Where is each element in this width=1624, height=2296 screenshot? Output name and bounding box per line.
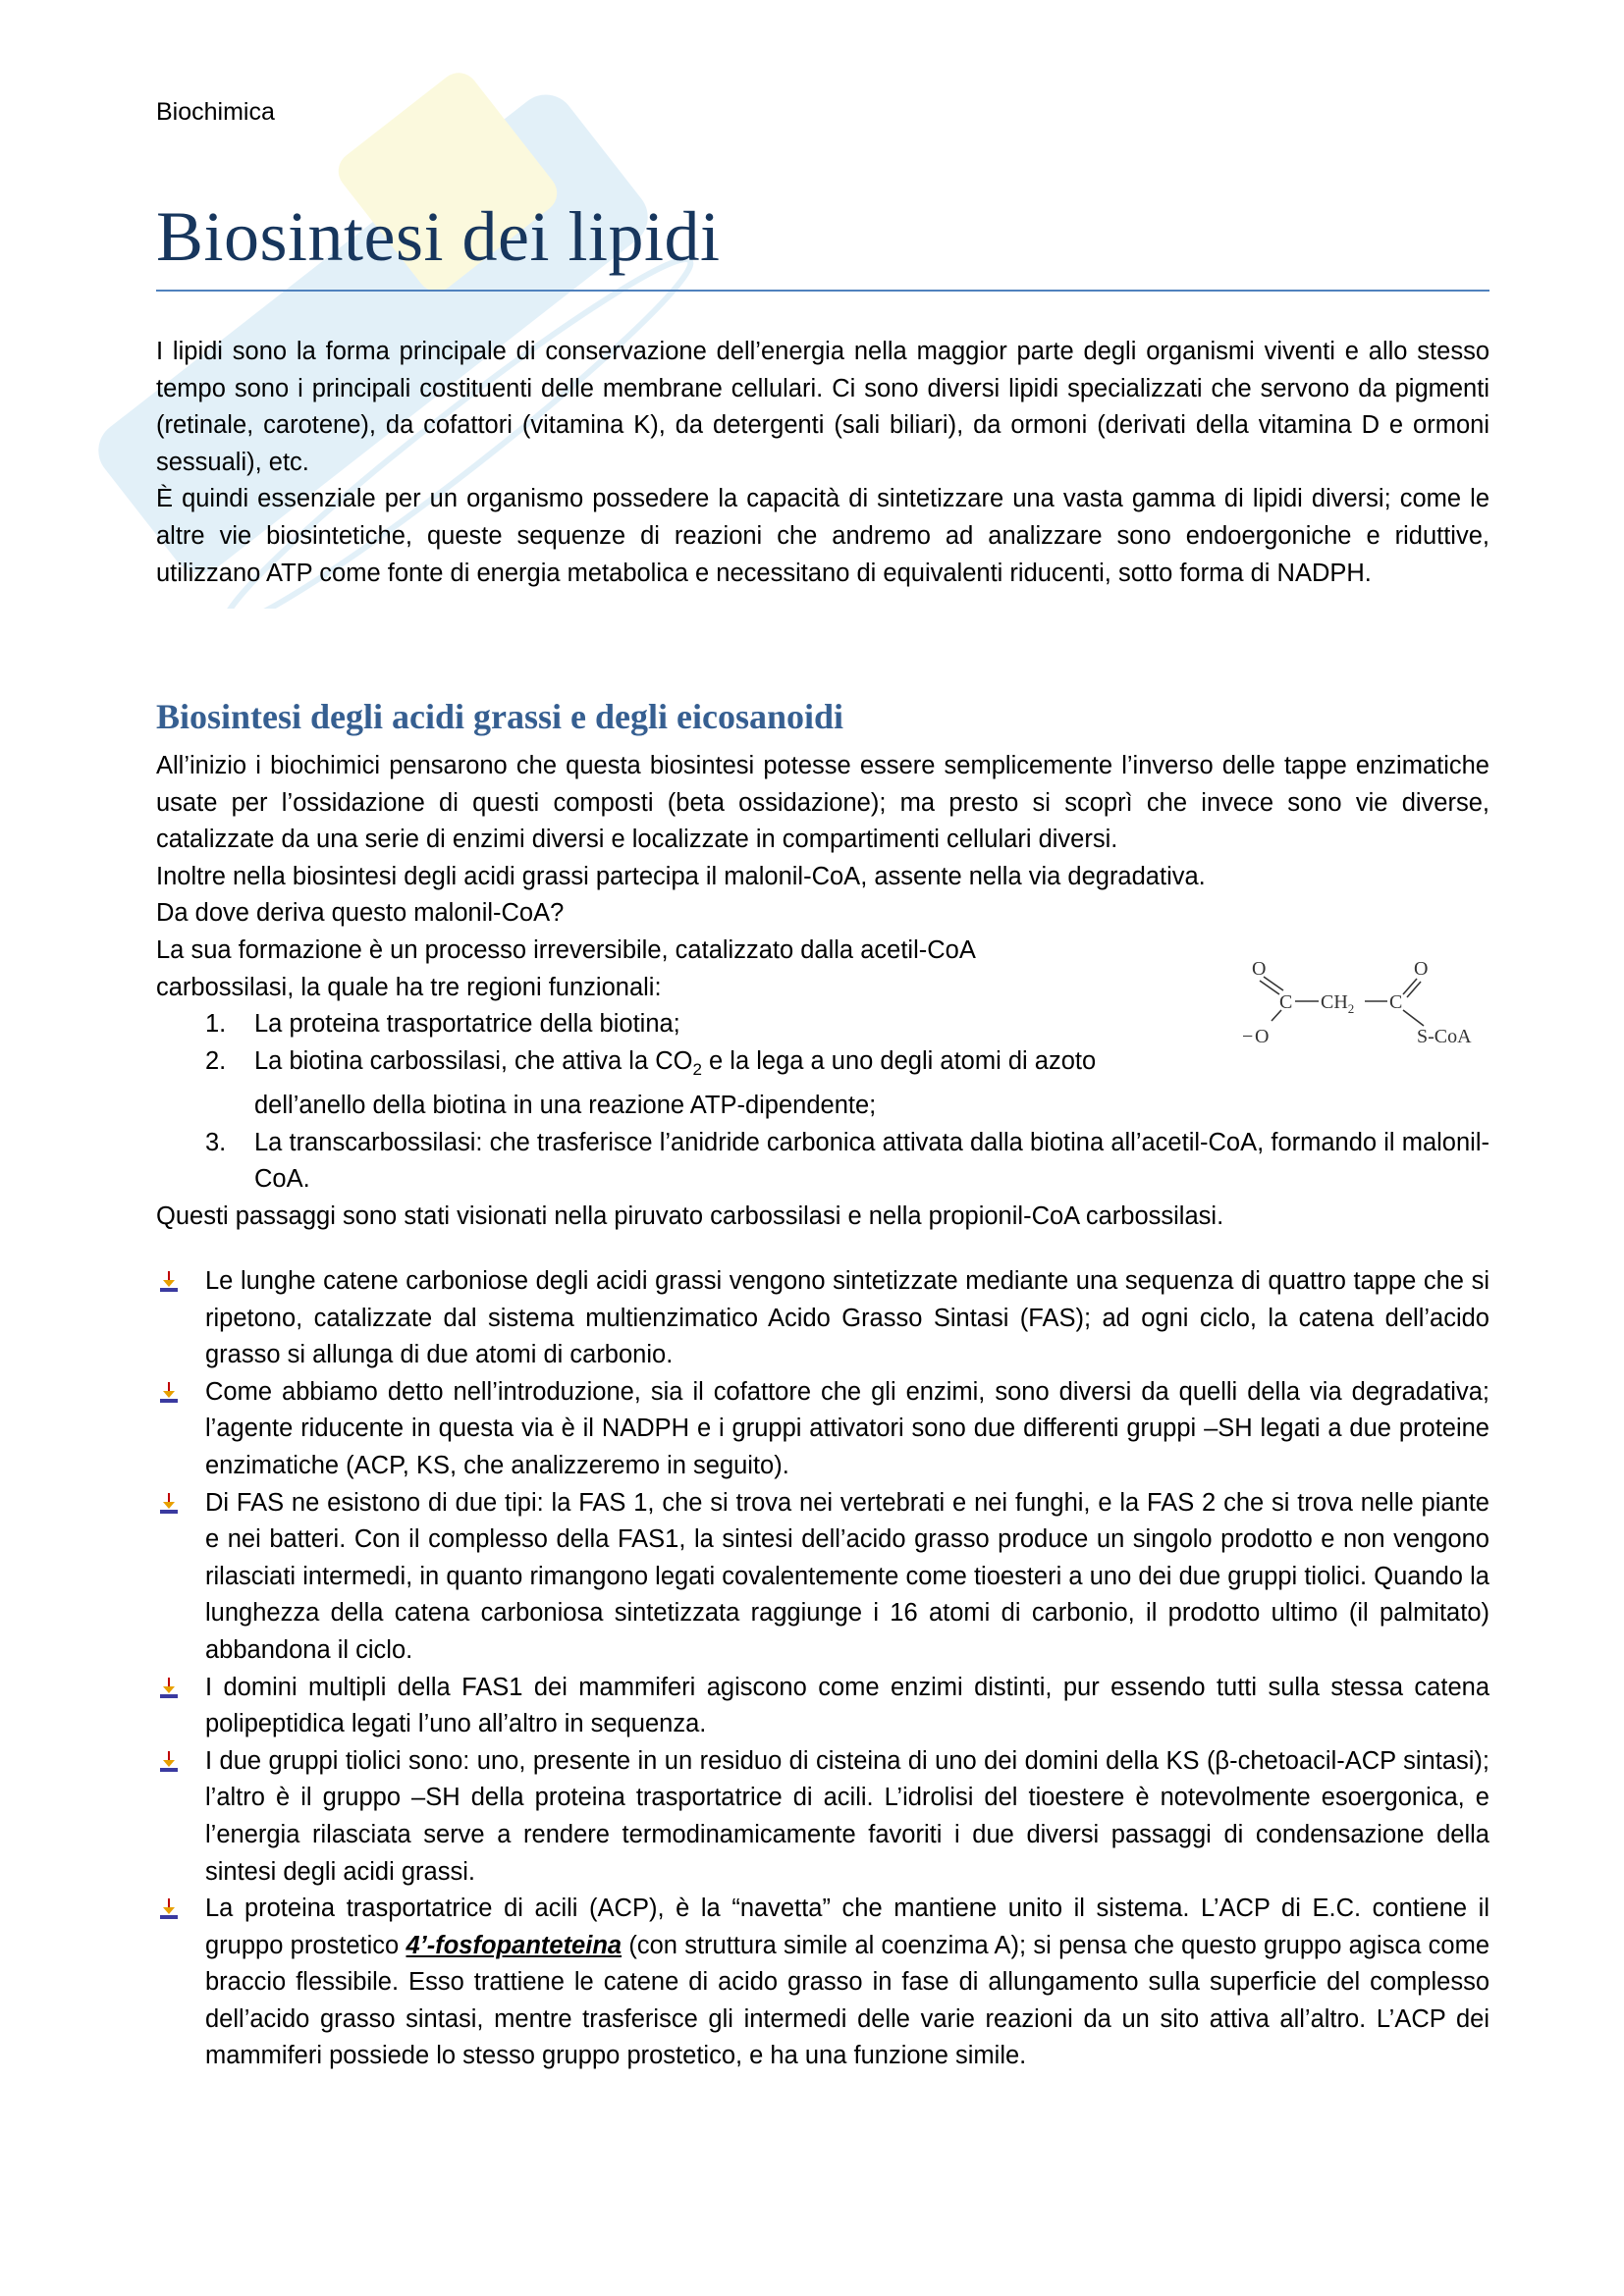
step-number: 3. [205, 1128, 227, 1156]
bullet-item-3 [156, 1485, 1489, 1670]
section-paragraph-3: Da dove deriva questo malonil-CoA? [156, 899, 565, 928]
bullet-text: Come abbiamo detto nell’introduzione, sia il cofattore che gli enzimi, sono diversi da quelli della via degradativa; l’agente riducente in questa via è il NADPH e i gruppi attivatori sono due differenti gruppi –SH legati a due proteine enzimatiche (ACP, KS, che analizzeremo in seguito). [205, 1377, 1489, 1479]
bullet-text: Le lunghe catene carboniose degli acidi grassi vengono sintetizzate mediante una sequenza di quattro tappe che si ripetono, catalizzate dal sistema multienzimatico Acido Grasso Sintasi (FAS); ad ogni ciclo, la catena dell’acido grasso si allunga di due atomi di carbonio. [205, 1267, 1489, 1369]
step-number: 2. [205, 1046, 227, 1075]
malonyl-coa-structure [1222, 947, 1497, 1065]
section-heading: Biosintesi degli acidi grassi e degli eicosanoidi [156, 697, 844, 736]
formula-scoa: S-CoA [1417, 1026, 1472, 1047]
formula-minus: − [1242, 1026, 1254, 1047]
step-number: 1. [205, 1010, 227, 1038]
step-item-1 [156, 1006, 1099, 1043]
page-title: Biosintesi dei lipidi [156, 197, 721, 276]
co2-subscript: 2 [692, 1059, 702, 1079]
intro-paragraph-1: I lipidi sono la forma principale di conservazione dell’energia nella maggior parte degli organismi viventi e allo stesso tempo sono i principali costituenti delle membrane cellulari. Ci sono diversi lipidi specializzati che servono da pigmenti (retinale, carotene), da cofattori (vitamina K), da detergenti (sali biliari), da ormoni (derivati della vitamina D e ormoni sessuali), etc. [156, 338, 1489, 476]
bullet-text-cont: (con struttura simile al coenzima A); si pensa che questo gruppo agisca come braccio flessibile. Esso trattiene le catene di acido grasso in fase di allungamento sulla superficie del complesso dell’acido grasso sintasi, mentre trasferisce gli intermedi delle varie reazioni da un sito attiva all’altro. L’ACP dei mammiferi possiede lo stesso gruppo prostetico, e ha una funzione simile. [205, 1931, 1490, 2070]
bullet-text: I due gruppi tiolici sono: uno, presente in un residuo di cisteina di uno dei domini della KS (β-chetoacil-ACP sintasi); l’altro è il gruppo –SH della proteina trasportatrice di acili. L’idrolisi del tioestere è notevolmente esoergonica, e l’energia rilasciata serve a rendere termodinamicamente favoriti i due diversi passaggi di condensazione della sintesi degli acidi grassi. [205, 1746, 1489, 1886]
intro-section [156, 334, 1489, 592]
step-item-3 [156, 1125, 1489, 1199]
bullet-arrow-icon [160, 1493, 178, 1515]
bullet-arrow-icon [160, 1382, 178, 1404]
bullet-item-4 [156, 1670, 1489, 1743]
bullet-arrow-icon [160, 1678, 178, 1699]
carboxylase-paragraph [156, 933, 1099, 1006]
step-text: La transcarbossilasi: che trasferisce l’anidride carbonica attivata dalla biotina all’acetil-CoA, formando il malonil-CoA. [254, 1128, 1489, 1194]
bullet-item-2 [156, 1374, 1489, 1485]
bullet-list [156, 1263, 1489, 2075]
section-paragraph-5: Questi passaggi sono stati visionati nella piruvato carbossilasi e nella propionil-CoA carbossilasi. [156, 1202, 1224, 1231]
step-text-cont: e la lega a uno degli atomi di azoto dell’anello della biotina in una reazione ATP-dipendente; [254, 1046, 1097, 1120]
bullet-arrow-icon [160, 1751, 178, 1773]
bullet-item-1 [156, 1263, 1489, 1374]
formula-o-top-right: O [1414, 958, 1429, 980]
step-text: La proteina trasportatrice della biotina; [254, 1010, 680, 1038]
phosphopantetheine-term: 4’-fosfopanteteina [406, 1931, 623, 1959]
formula-c-left: C [1279, 991, 1293, 1013]
formula-ch2: $CH_2$ [1321, 991, 1355, 1016]
running-header: Biochimica [156, 98, 275, 126]
bullet-item-5 [156, 1743, 1489, 1891]
section-paragraph-4: La sua formazione è un processo irreversibile, catalizzato dalla acetil-CoA carbossilasi, la quale ha tre regioni funzionali: [156, 936, 975, 1001]
formula-o-minus: O [1255, 1026, 1270, 1047]
bullet-arrow-icon [160, 1898, 178, 1920]
step-item-2 [156, 1043, 1099, 1125]
section-paragraph-2: Inoltre nella biosintesi degli acidi grassi partecipa il malonil-CoA, assente nella via degradativa. [156, 862, 1206, 890]
formula-o-top-left: O [1252, 958, 1267, 980]
formula-c-right: C [1389, 991, 1403, 1013]
bullet-text: La proteina trasportatrice di acili (ACP), è la “navetta” che mantiene unito il sistema. L’ACP di E.C. contiene il gruppo prostetico [205, 1895, 1489, 1959]
bullet-item-6 [156, 1891, 1489, 2075]
intro-paragraph-2: È quindi essenziale per un organismo possedere la capacità di sintetizzare una vasta gamma di lipidi diversi; come le altre vie biosintetiche, queste sequenze di reazioni che andremo ad analizzare sono endoergoniche e riduttive, utilizzano ATP come fonte di energia metabolica e necessitano di equivalenti riducenti, sotto forma di NADPH. [156, 485, 1489, 587]
section-body [156, 748, 1489, 933]
step-text: La biotina carbossilasi, che attiva la CO [254, 1046, 693, 1075]
bullet-text: I domini multipli della FAS1 dei mammiferi agiscono come enzimi distinti, pur essendo tutti sulla stessa catena polipeptidica legati l’uno all’altro in sequenza. [205, 1673, 1489, 1738]
section-paragraph-1: All’inizio i biochimici pensarono che questa biosintesi potesse essere semplicemente l’inverso delle tappe enzimatiche usate per l’ossidazione di questi composti (beta ossidazione); ma presto si scoprì che invece sono vie diverse, catalizzate da una serie di enzimi diversi e localizzate in compartimenti cellulari diversi. [156, 752, 1489, 854]
title-underline [156, 290, 1489, 292]
bullet-arrow-icon [160, 1271, 178, 1293]
bullet-text: Di FAS ne esistono di due tipi: la FAS 1, che si trova nei vertebrati e nei funghi, e la FAS 2 che si trova nelle piante e nei batteri. Con il complesso della FAS1, la sintesi dell’acido grasso produce un singolo prodotto e non vengono rilasciati intermedi, in quanto rimangono legati covalentemente come tioesteri a uno dei due gruppi tiolici. Quando la lunghezza della catena carboniosa sintetizzata raggiunge i 16 atomi di carbonio, il prodotto ultimo (il palmitato) abbandona il ciclo. [205, 1488, 1489, 1664]
